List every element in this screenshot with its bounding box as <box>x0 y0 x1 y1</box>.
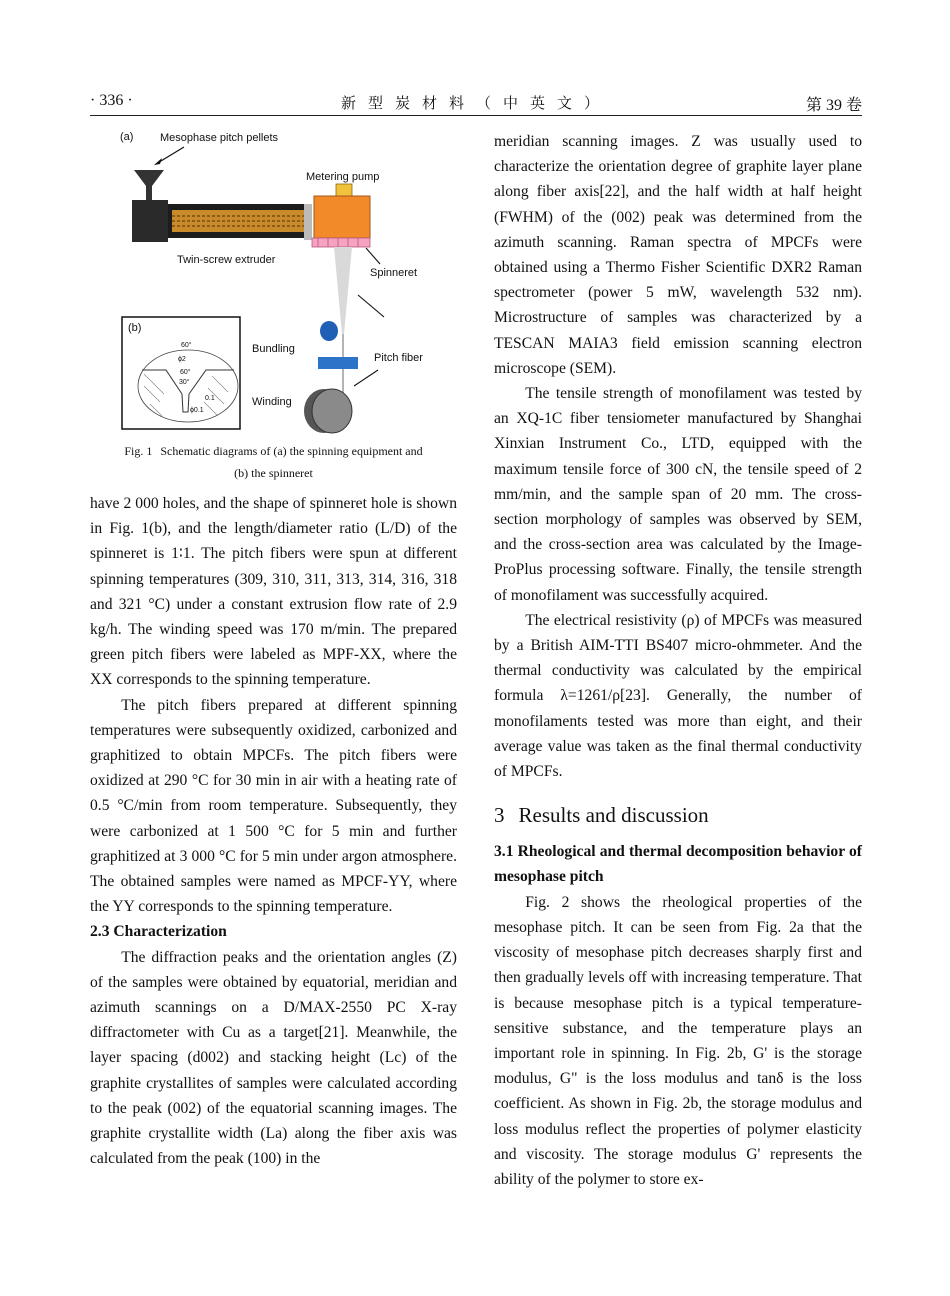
caption-line-1: Schematic diagrams of (a) the spinning equipment and <box>160 444 423 458</box>
left-column <box>90 491 457 1171</box>
page-number: · 336 · <box>90 92 133 109</box>
pitch-fiber-arrow-1 <box>358 295 384 317</box>
section-heading-2-3: 2.3 Characterization <box>90 923 227 941</box>
dim-length-01: 0.1 <box>205 395 215 402</box>
hopper-neck <box>146 186 152 200</box>
figure-label-a: (a) <box>120 131 134 143</box>
label-pitch-fiber: Pitch fiber <box>374 352 423 364</box>
spinneret-plate <box>312 238 370 247</box>
metering-pump-icon <box>314 196 370 238</box>
pump-cap <box>336 184 352 196</box>
dim-diameter-01: ϕ0.1 <box>190 407 204 414</box>
figure-1 <box>104 124 444 454</box>
bundling-roller <box>320 321 338 341</box>
section-heading-3 <box>494 801 862 829</box>
left-paragraph-1: have 2 000 holes, and the shape of spinneret hole is shown in Fig. 1(b), and the length/diameter ratio (L/D) of the spinneret is 1∶1. The pitch fibers were spun at different spinning temperatures (309, 310, 311, 313, 314, 316, 318 and 321 °C) under a constant extrusion flow rate of 2.9 kg/h. The winding speed was 170 m/min. The prepared green pitch fibers were labeled as MPF-XX, where the XX corresponds to the spinning temperature. <box>90 495 457 689</box>
dim-angle-mid: 60° <box>180 369 191 376</box>
caption-line-2: (b) the spinneret <box>234 466 313 480</box>
right-column <box>494 129 862 1192</box>
extruder-motor <box>132 200 168 242</box>
guide-bar <box>318 357 358 369</box>
pitch-fiber-arrow-2 <box>354 370 378 386</box>
dim-diameter-2: ϕ2 <box>178 356 186 363</box>
section-3-number: 3 <box>494 803 505 828</box>
figure-label-b: (b) <box>128 322 142 334</box>
right-paragraph-1: meridian scanning images. Z was usually used to characterize the orientation degree of graphite layer plane along fiber axis[22], and the half width at half height (FWHM) of the (002) peak was determined from the azimuth scanning. Raman spectra of MPCFs were obtained using a Thermo Fisher Scientific DXR2 Raman spectrometer (power 5 mW, wavelength 532 nm). Microstructure of samples was characterized by a TESCAN MAIA3 field emission scanning electron microscope (SEM). <box>494 133 862 377</box>
label-twin-screw: Twin-screw extruder <box>177 254 276 266</box>
label-spinneret: Spinneret <box>370 267 418 279</box>
section-heading-3-1: 3.1 Rheological and thermal decomposition behavior of mesophase pitch <box>494 843 862 886</box>
right-paragraph-3: The electrical resistivity (ρ) of MPCFs was measured by a British AIM-TTI BS407 micro-ohmmeter. And the thermal conductivity was calculated by the empirical formula λ=1261/ρ[23]. Generally, the number of monofilaments tested was more than eight, and their average value was taken as the final thermal conductivity of MPCFs. <box>494 611 862 781</box>
left-paragraph-3: The diffraction peaks and the orientation angles (Z) of the samples were obtained by equatorial, meridian and azimuth scannings on a D/MAX-2550 PC X-ray diffractometer with Cu as a target[21]. Meanwhile, the layer spacing (d002) and stacking height (Lc) of the graphite crystallites of samples were calculated according to the peak (002) of the equatorial scanning images. The graphite crystallite width (La) along the fiber axis was calculated from the peak (100) in the <box>90 948 457 1168</box>
volume-label: 第 39 卷 <box>805 97 862 114</box>
caption-label: Fig. 1 <box>124 444 153 458</box>
right-paragraph-4: Fig. 2 shows the rheological properties of the mesophase pitch. It can be seen from Fig. 2a that the viscosity of mesophase pitch decreases sharply first and then gradually levels off with increasing temperature. That is because mesophase pitch is a typical temperature-sensitive substance, and the temperature plays an important role in spinning. In Fig. 2b, G' is the storage modulus, G" is the loss modulus and tanδ is the loss coefficient. As shown in Fig. 2b, the storage modulus and loss modulus reflect the properties of polymer elasticity and viscosity. The storage modulus G' represents the ability of the polymer to store ex- <box>494 893 862 1188</box>
winding-drum-icon <box>312 389 352 433</box>
label-bundling: Bundling <box>252 343 295 355</box>
label-metering-pump: Metering pump <box>306 171 380 183</box>
screw-thread <box>172 210 304 232</box>
journal-title: 新型炭材料（中英文） <box>340 96 611 112</box>
spinneret-arrow <box>366 248 380 264</box>
header-rule <box>90 115 862 116</box>
hopper-icon <box>134 170 164 186</box>
section-3-title: Results and discussion <box>518 803 709 828</box>
label-pellets: Mesophase pitch pellets <box>160 132 279 144</box>
right-paragraph-2: The tensile strength of monofilament was tested by an XQ-1C fiber tensiometer manufactured by Shanghai Xinxian Instrument Co., LTD, equipped with the maximum tensile force of 300 cN, the tensile speed of 2 mm/min, and the sample span of 20 mm. The cross-section morphology of samples was observed by SEM, and the cross-section area was calculated by the Image-ProPlus processing software. Finally, the tensile strength of monofilament was successfully acquired. <box>494 385 862 604</box>
dim-angle-low: 30° <box>179 379 190 386</box>
extruder-flange <box>304 204 312 240</box>
label-winding: Winding <box>252 396 292 408</box>
left-paragraph-2: The pitch fibers prepared at different spinning temperatures were subsequently oxidized, carbonized and graphitized to obtain MPCFs. The pitch fibers were oxidized at 290 °C for 30 min in air with a heating rate of 0.5 °C/min from room temperature. Subsequently, they were carbonized at 1 500 °C for 5 min and further graphitized at 3 000 °C for 5 min under argon atmosphere. The obtained samples were named as MPCF-YY, where the YY corresponds to the spinning temperature. <box>90 696 457 916</box>
pellets-arrowhead <box>154 158 162 165</box>
running-header <box>90 86 862 116</box>
dim-angle-top: 60° <box>181 342 192 349</box>
fiber-cone <box>334 247 352 334</box>
figure-caption <box>90 440 457 484</box>
